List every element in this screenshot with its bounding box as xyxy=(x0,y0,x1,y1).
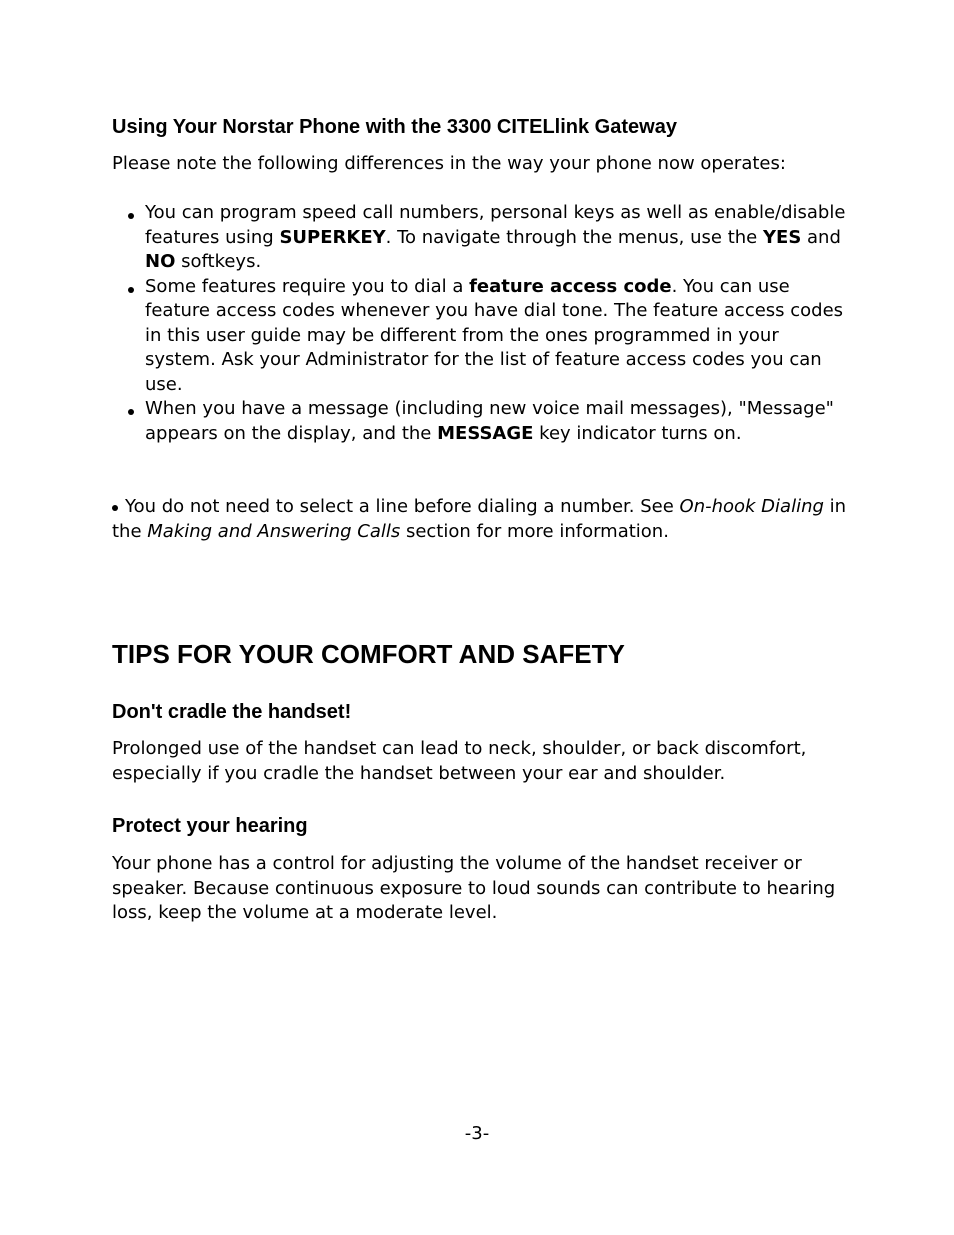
no-label: NO xyxy=(145,251,176,272)
bullet-icon xyxy=(128,213,134,219)
differences-list xyxy=(112,201,847,446)
subheading-cradle: Don't cradle the handset! xyxy=(112,701,352,723)
yes-label: YES xyxy=(762,226,802,248)
section-heading-norstar: Using Your Norstar Phone with the 3300 CITELlink Gateway xyxy=(112,116,677,138)
list-item: Some features require you to dial a feature access code. You can use feature access codes whenever you have dial tone. The feature access codes in this user guide may be different from the ones programmed in your system. Ask your Administrator for the list of feature access codes you can use. xyxy=(112,275,847,398)
bullet-icon xyxy=(128,287,134,293)
on-hook-dialing-ref: On-hook Dialing xyxy=(679,496,824,517)
line-selection-paragraph: You do not need to select a line before dialing a number. See On-hook Dialing in the Making and Answering Calls section for more information. xyxy=(112,496,847,542)
subheading-hearing: Protect your hearing xyxy=(112,815,308,837)
list-item: When you have a message (including new voice mail messages), "Message" appears on the display, and the MESSAGE key indicator turns on. xyxy=(112,397,847,446)
list-item: You can program speed call numbers, personal keys as well as enable/disable features using SUPERKEY. To navigate through the menus, use the YES and NO softkeys. xyxy=(112,201,847,275)
making-answering-calls-ref: Making and Answering Calls xyxy=(147,520,401,542)
feature-access-code-label: feature access code xyxy=(469,275,672,297)
bullet-icon xyxy=(112,505,118,511)
bullet-icon xyxy=(128,409,134,415)
section-heading-tips: TIPS FOR YOUR COMFORT AND SAFETY xyxy=(112,639,625,669)
superkey-label: SUPERKEY xyxy=(279,226,386,248)
intro-paragraph: Please note the following differences in the way your phone now operates: xyxy=(112,153,786,174)
message-key-label: MESSAGE xyxy=(437,422,534,444)
hearing-paragraph: Your phone has a control for adjusting the volume of the handset receiver or speaker. Because continuous exposure to loud sounds can contribute to hearing loss, keep the volume at a moderate level. xyxy=(112,853,836,923)
cradle-paragraph: Prolonged use of the handset can lead to neck, shoulder, or back discomfort, especially if you cradle the handset between your ear and shoulder. xyxy=(112,738,807,784)
page-number: -3- xyxy=(464,1123,490,1144)
